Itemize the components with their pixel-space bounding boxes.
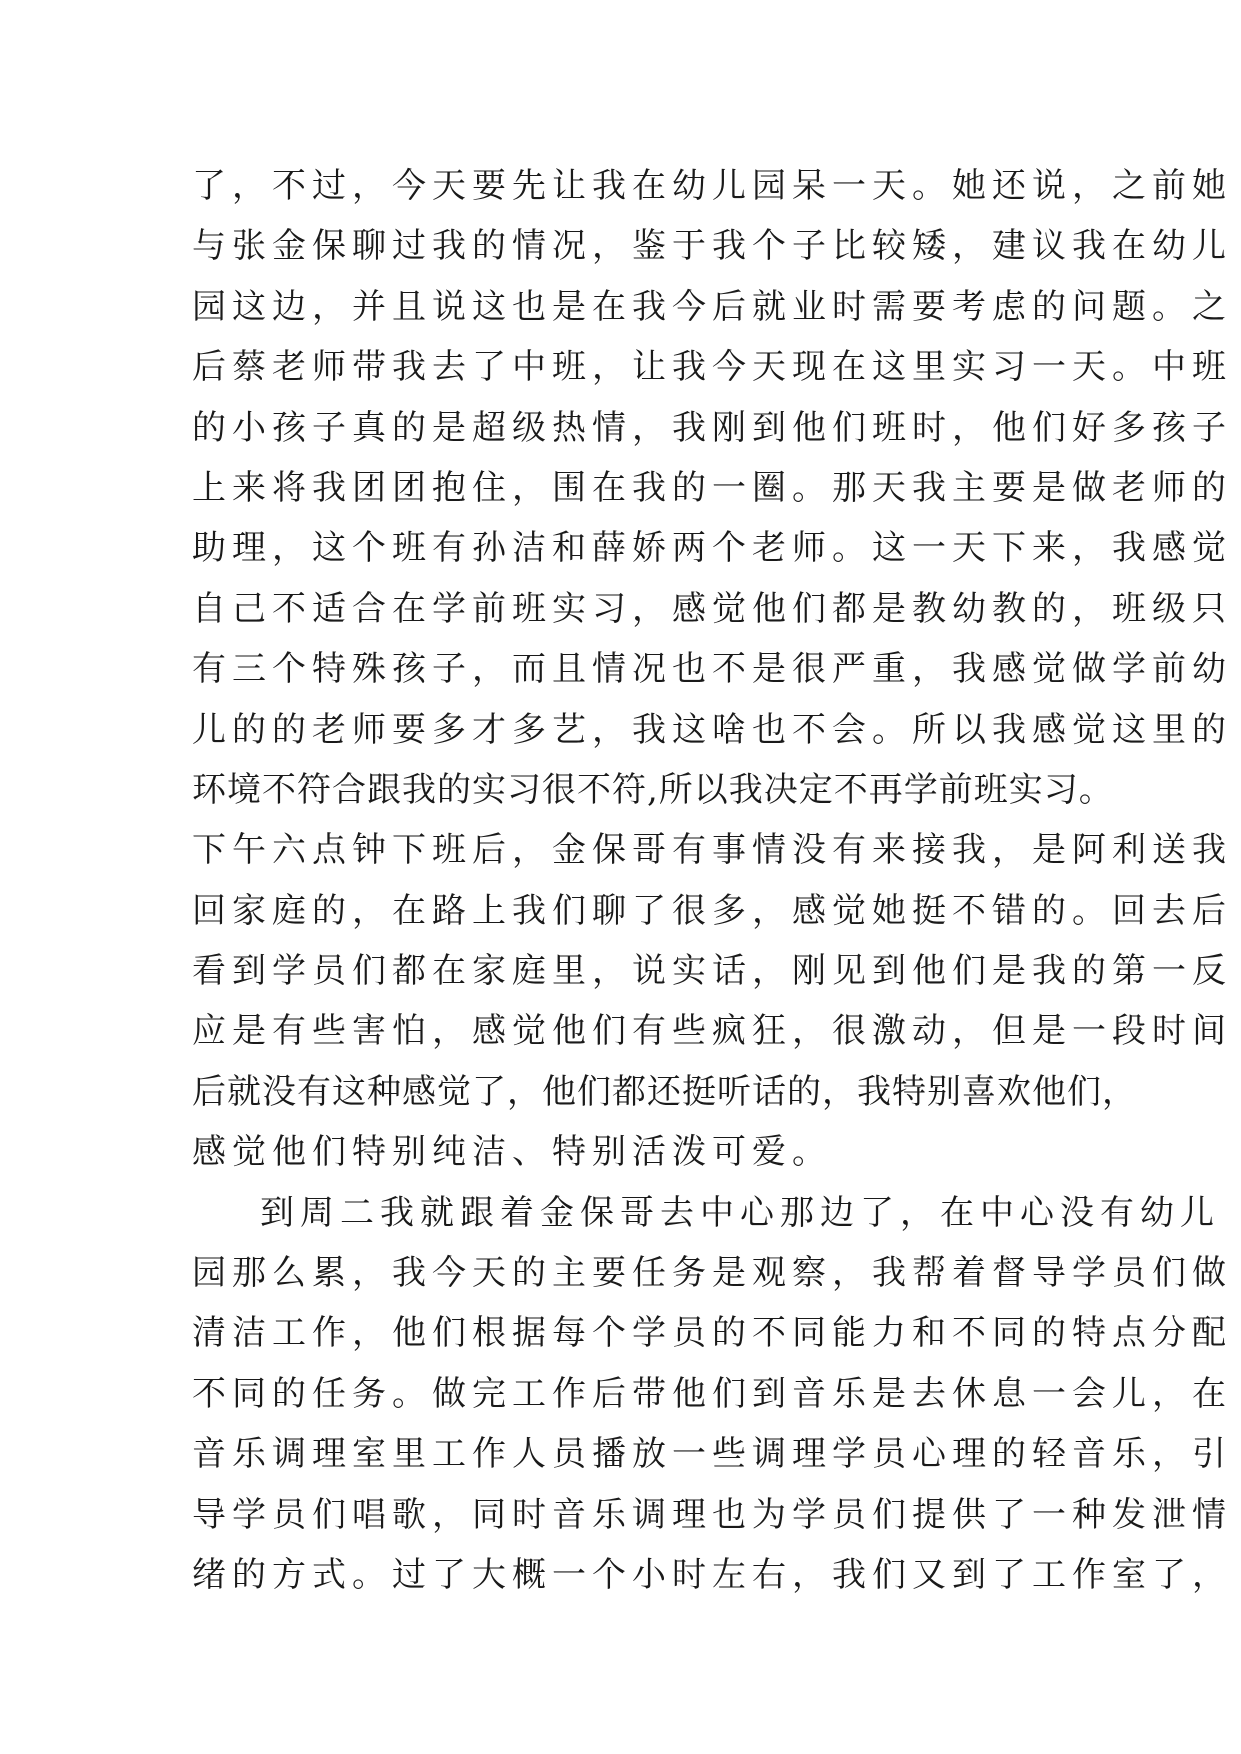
text-line: 看到学员们都在家庭里，说实话，刚见到他们是我的第一反 bbox=[192, 951, 1232, 992]
text-line: 园那么累，我今天的主要任务是观察，我帮着督导学员们做 bbox=[192, 1253, 1232, 1294]
text-line: 自己不适合在学前班实习，感觉他们都是教幼教的，班级只 bbox=[192, 588, 1232, 629]
text-line: 后就没有这种感觉了，他们都还挺听话的，我特别喜欢他们， bbox=[192, 1071, 1137, 1112]
text-line: 助理，这个班有孙洁和薛娇两个老师。这一天下来，我感觉 bbox=[192, 528, 1232, 569]
text-line: 有三个特殊孩子，而且情况也不是很严重，我感觉做学前幼 bbox=[192, 649, 1232, 690]
paragraph-2 bbox=[192, 1183, 1232, 1606]
text-line: 环境不符合跟我的实习很不符,所以我决定不再学前班实习。 bbox=[192, 769, 1114, 810]
text-line: 应是有些害怕，感觉他们有些疯狂，很激动，但是一段时间 bbox=[192, 1011, 1232, 1052]
text-line: 音乐调理室里工作人员播放一些调理学员心理的轻音乐，引 bbox=[192, 1434, 1232, 1475]
text-line: 感觉他们特别纯洁、特别活泼可爱。 bbox=[192, 1132, 832, 1173]
text-line: 了，不过，今天要先让我在幼儿园呆一天。她还说，之前她 bbox=[192, 166, 1232, 206]
text-line: 园这边，并且说这也是在我今后就业时需要考虑的问题。之 bbox=[192, 286, 1232, 327]
text-line: 导学员们唱歌，同时音乐调理也为学员们提供了一种发泄情 bbox=[192, 1494, 1232, 1535]
text-line: 与张金保聊过我的情况，鉴于我个子比较矮，建议我在幼儿 bbox=[192, 226, 1232, 267]
text-line: 上来将我团团抱住，围在我的一圈。那天我主要是做老师的 bbox=[192, 467, 1232, 508]
text-line: 的小孩子真的是超级热情，我刚到他们班时，他们好多孩子 bbox=[192, 407, 1232, 448]
text-line: 不同的任务。做完工作后带他们到音乐是去休息一会儿，在 bbox=[192, 1373, 1232, 1414]
text-line: 绪的方式。过了大概一个小时左右，我们又到了工作室了， bbox=[192, 1554, 1232, 1595]
text-line: 回家庭的，在路上我们聊了很多，感觉她挺不错的。回去后 bbox=[192, 890, 1232, 931]
body-text bbox=[192, 156, 1232, 1605]
paragraph-1 bbox=[192, 156, 1232, 1183]
text-line: 后蔡老师带我去了中班，让我今天现在这里实习一天。中班 bbox=[192, 347, 1232, 388]
text-line: 到周二我就跟着金保哥去中心那边了，在中心没有幼儿 bbox=[260, 1192, 1220, 1233]
text-line: 下午六点钟下班后，金保哥有事情没有来接我，是阿利送我 bbox=[192, 830, 1232, 871]
text-line: 清洁工作，他们根据每个学员的不同能力和不同的特点分配 bbox=[192, 1313, 1232, 1354]
text-line: 儿的的老师要多才多艺，我这啥也不会。所以我感觉这里的 bbox=[192, 709, 1232, 750]
